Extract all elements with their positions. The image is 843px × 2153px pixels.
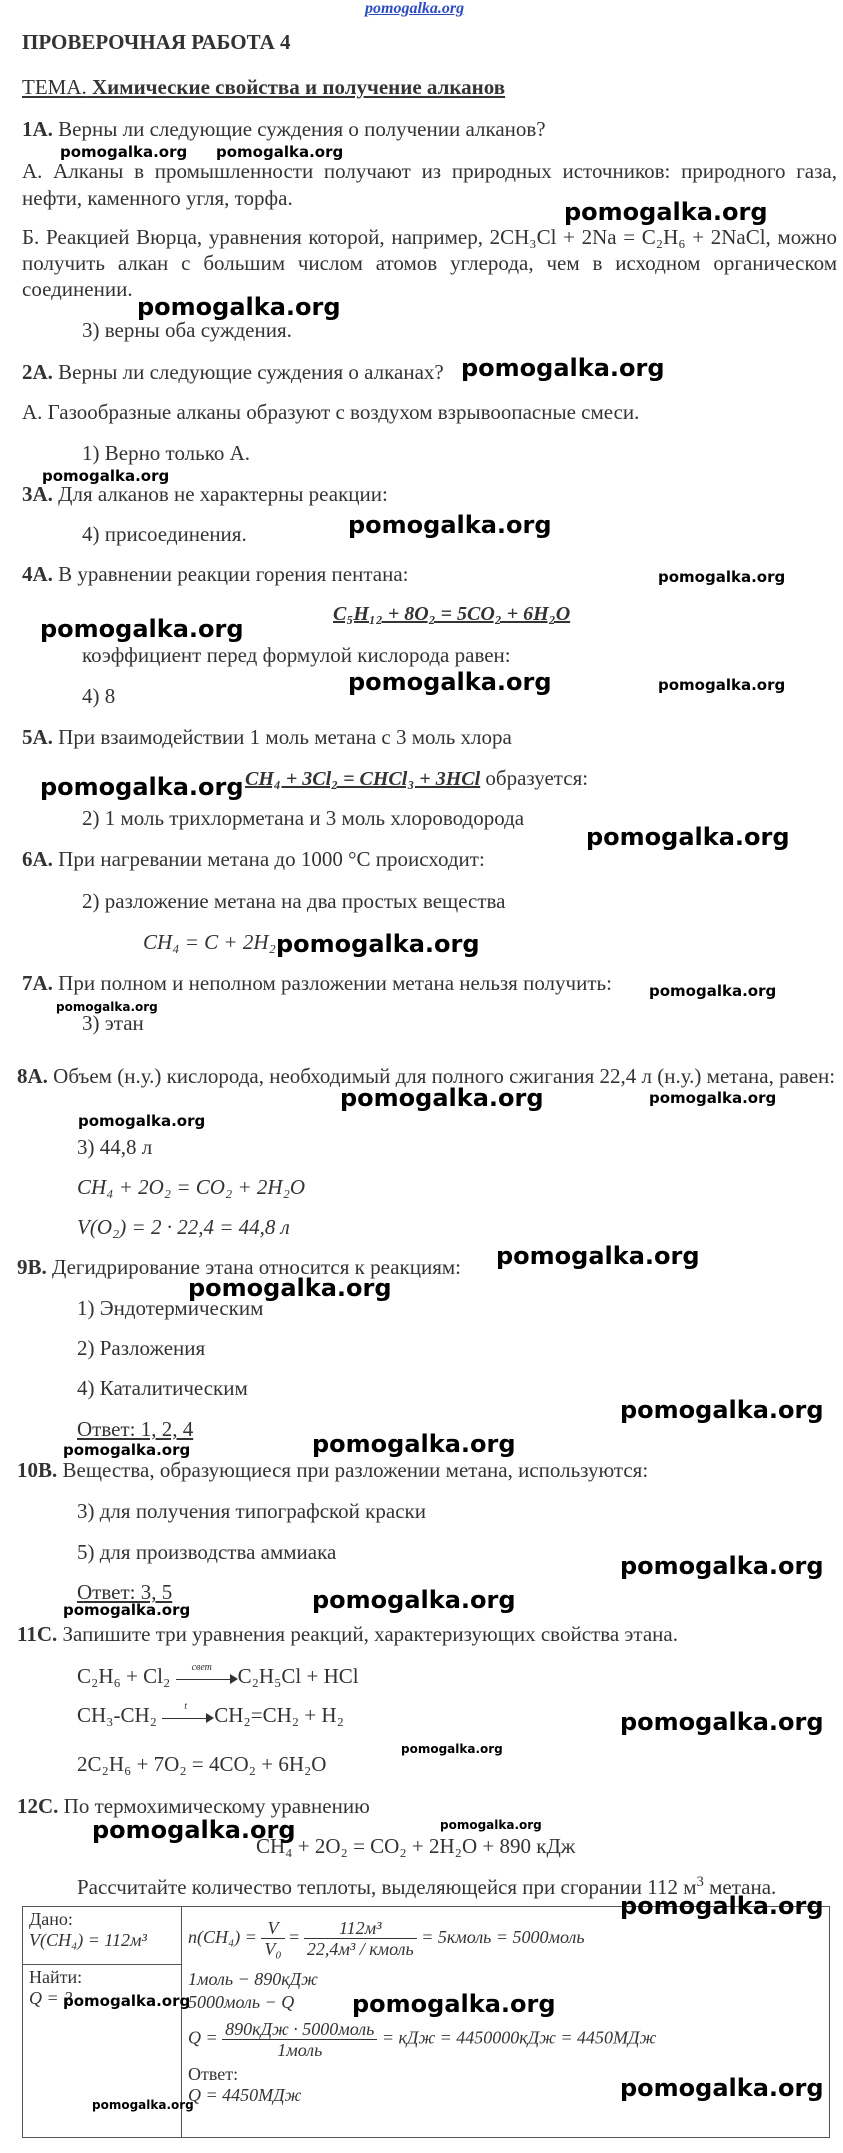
answer-value: Q = 4450МДж [188,2085,302,2105]
q2-number: 2А. [22,360,53,384]
q4-question [22,562,409,587]
watermark: pomogalka.org [63,1441,191,1459]
watermark: pomogalka.org [649,982,777,1000]
q10-number: 10В. [17,1458,58,1482]
watermark: pomogalka.org [137,293,341,321]
q2-text: Верны ли следующие суждения о алканах? [58,360,444,384]
q10-question [17,1458,648,1483]
watermark: pomogalka.org [440,1818,542,1832]
q1-number: 1А. [22,117,53,141]
q9-text: Дегидрирование этана относится к реакциям: [52,1255,461,1279]
watermark: pomogalka.org [496,1242,700,1270]
q4-text: В уравнении реакции горения пентана: [58,562,409,586]
frac-denominator: V₀ [264,1939,282,1960]
watermark: pomogalka.org [564,198,768,226]
given-cell [23,1907,182,1965]
answer-label: Ответ: [188,2064,239,2084]
topic-title: Химические свойства и получение алканов [92,75,506,99]
frac-heat [222,2019,377,2060]
q11-eq2-condition: t [184,1701,188,1713]
q7-answer: 3) этан [82,1011,144,1035]
q4-equation: C₅H₁₂ + 8O₂ = 5CO₂ + 6H₂O [333,603,571,625]
watermark: pomogalka.org [92,1816,296,1844]
q6-number: 6А. [22,847,53,871]
q4-answer: 4) 8 [82,684,116,708]
q11-number: 11С. [17,1622,58,1646]
watermark: pomogalka.org [42,467,170,485]
watermark: pomogalka.org [658,676,786,694]
q7-number: 7А. [22,971,53,995]
watermark: pomogalka.org [63,1992,191,2010]
q7-text: При полном и неполном разложении метана нельзя получить: [58,971,612,995]
given-value: V(CH₄) = 112м³ [29,1930,147,1950]
watermark: pomogalka.org [40,773,244,801]
watermark: pomogalka.org [312,1430,516,1458]
proportion-line-2: 5000моль − Q [188,1992,295,2012]
q11-eq2-left: CH₃-CH₂ [77,1703,157,1727]
watermark: pomogalka.org [401,1742,503,1756]
reaction-arrow-icon [162,1701,214,1725]
watermark: pomogalka.org [78,1112,206,1130]
heat-lhs: Q = [188,2027,218,2048]
q3-answer: 4) присоединения. [82,522,247,546]
q11-text: Запишите три уравнения реакций, характеризующих свойства этана. [62,1622,678,1646]
q1-question [22,117,546,142]
watermark: pomogalka.org [620,1552,824,1580]
watermark: pomogalka.org [276,930,480,958]
given-label: Дано: [29,1909,73,1929]
q1-answer: 3) верны оба суждения. [82,318,292,342]
q11-eq1-right: C₂H₅Cl + HCl [237,1664,359,1688]
watermark: pomogalka.org [63,1601,191,1619]
q1-statement-b: Б. Реакцией Вюрца, уравнения которой, например, 2CH₃Cl + 2Na = C₂H₆ + 2NaCl, можно получить алкан с большим числом атомов углерода, чем в исходном органическом соединении. [22,225,837,301]
watermark: pomogalka.org [188,1274,392,1302]
q11-question [17,1622,678,1647]
watermark: pomogalka.org [40,615,244,643]
topic-label: ТЕМА. [22,75,87,99]
frac-numerator: 890кДж · 5000моль [222,2019,377,2040]
q6-answer: 2) разложение метана на два простых вещества [82,889,506,913]
q9-option: 4) Каталитическим [77,1376,248,1400]
frac-denominator: 1моль [277,2040,323,2060]
watermark: pomogalka.org [620,1396,824,1424]
watermark: pomogalka.org [216,143,344,161]
q3-number: 3А. [22,482,53,506]
q3-text: Для алканов не характерны реакции: [58,482,388,506]
site-link[interactable]: pomogalka.org [365,0,465,17]
reaction-arrow-icon [176,1662,238,1686]
q2-answer: 1) Верно только А. [82,441,251,465]
frac-v-v0 [261,1918,284,1959]
page-title: ПРОВЕРОЧНАЯ РАБОТА 4 [22,30,291,54]
heat-calc [188,2019,823,2060]
proportion-line-1: 1моль − 890кДж [188,1969,318,1989]
watermark: pomogalka.org [586,823,790,851]
q9-number: 9В. [17,1255,47,1279]
q11-equation-3: 2C₂H₆ + 7O₂ = 4CO₂ + 6H₂O [77,1752,327,1776]
q2-question [22,360,444,385]
frac-numerator: V [261,1918,284,1939]
q5-equation-line [245,766,588,791]
moles-lhs: n(CH₄) = [188,1927,257,1947]
watermark: pomogalka.org [461,354,665,382]
watermark: pomogalka.org [348,511,552,539]
watermark: pomogalka.org [620,1892,824,1920]
q6-question [22,847,485,872]
q9-answer: Ответ: 1, 2, 4 [77,1417,194,1441]
q9-option: 2) Разложения [77,1336,206,1360]
q5-number: 5А. [22,725,53,749]
watermark: pomogalka.org [340,1084,544,1112]
watermark: pomogalka.org [56,1000,158,1014]
q8-text: Объем (н.у.) кислорода, необходимый для полного сжигания 22,4 л (н.у.) метана, равен: [53,1064,836,1088]
heat-rhs: = кДж = 4450000кДж = 4450МДж [381,2027,657,2048]
q10-option: 5) для производства аммиака [77,1540,337,1564]
moles-rhs: = 5кмоль = 5000моль [421,1927,585,1947]
q3-question [22,482,388,507]
watermark: pomogalka.org [620,2074,824,2102]
q11-equation-1 [77,1664,359,1689]
find-value: Q = ? [29,1988,73,2008]
q6-equation: CH₄ = C + 2H₂ [143,930,276,954]
q12-text: По термохимическому уравнению [63,1794,370,1818]
find-label: Найти: [29,1967,83,1987]
q1-statement-a: А. Алканы в промышленности получают из природных источников: природного газа, нефти, каменного угля, торфа. [22,159,837,210]
watermark: pomogalka.org [649,1089,777,1107]
frac-denominator: 22,4м³ / кмоль [306,1939,414,1960]
topic-line [22,75,505,100]
q11-eq2-right: CH₂=CH₂ + H₂ [214,1703,344,1727]
watermark: pomogalka.org [352,1990,556,2018]
solution-cell [182,1907,830,2138]
q12-task-unit-exp: 3 [696,1874,704,1890]
q10-answer: Ответ: 3, 5 [77,1580,173,1604]
q11-equation-2 [77,1703,344,1728]
frac-numerator: 112м³ [304,1918,417,1939]
q12-number: 12С. [17,1794,59,1818]
watermark: pomogalka.org [60,143,188,161]
q5-answer: 2) 1 моль трихлорметана и 3 моль хлороводорода [82,806,525,830]
moles-calc: n(CH₄) = $\frac{V}{\text{V₀}}$ = $\frac{\text{112м³}}{\text{22,4м³ / кмоль}}$ = 5кмоль = 5000моль [188,1918,585,1960]
watermark: pomogalka.org [92,2098,194,2112]
q12-equation: CH₄ + 2O₂ = CO₂ + 2H₂O + 890 кДж [256,1834,576,1858]
q12-task-text: Рассчитайте количество теплоты, выделяющейся при сгорании 112 м [77,1875,697,1899]
watermark: pomogalka.org [658,568,786,586]
q12-task-end: метана. [703,1875,777,1899]
q6-text: При нагревании метана до 1000 °С происходит: [58,847,485,871]
watermark: pomogalka.org [620,1708,824,1736]
frac-volume [304,1918,417,1959]
q7-question [22,971,612,996]
q4-number: 4А. [22,562,53,586]
q5-equation: CH₄ + 3Cl₂ = CHCl₃ + 3HCl [245,768,481,790]
watermark: pomogalka.org [348,668,552,696]
q8-equation: CH₄ + 2O₂ = CO₂ + 2H₂O [77,1175,306,1199]
q8-answer: 3) 44,8 л [77,1135,153,1159]
q9-option: 1) Эндотермическим [77,1296,264,1320]
q8-number: 8А. [17,1064,48,1088]
q8-volume-calc: V(O₂) = 2 · 22,4 = 44,8 л [77,1215,290,1239]
q5-suffix: образуется: [485,766,589,790]
q1-text: Верны ли следующие суждения о получении алканов? [58,117,546,141]
q10-option: 3) для получения типографской краски [77,1499,426,1523]
q10-text: Вещества, образующиеся при разложении метана, используются: [62,1458,649,1482]
watermark: pomogalka.org [312,1586,516,1614]
q11-eq1-condition: свет [191,1662,212,1674]
q11-eq1-left: C₂H₆ + Cl₂ [77,1664,171,1688]
q5-question [22,725,512,750]
q2-statement-a: А. Газообразные алканы образуют с воздухом взрывоопасные смеси. [22,400,640,424]
q4-prompt: коэффициент перед формулой кислорода равен: [82,643,511,667]
q5-text: При взаимодействии 1 моль метана с 3 моль хлора [58,725,512,749]
